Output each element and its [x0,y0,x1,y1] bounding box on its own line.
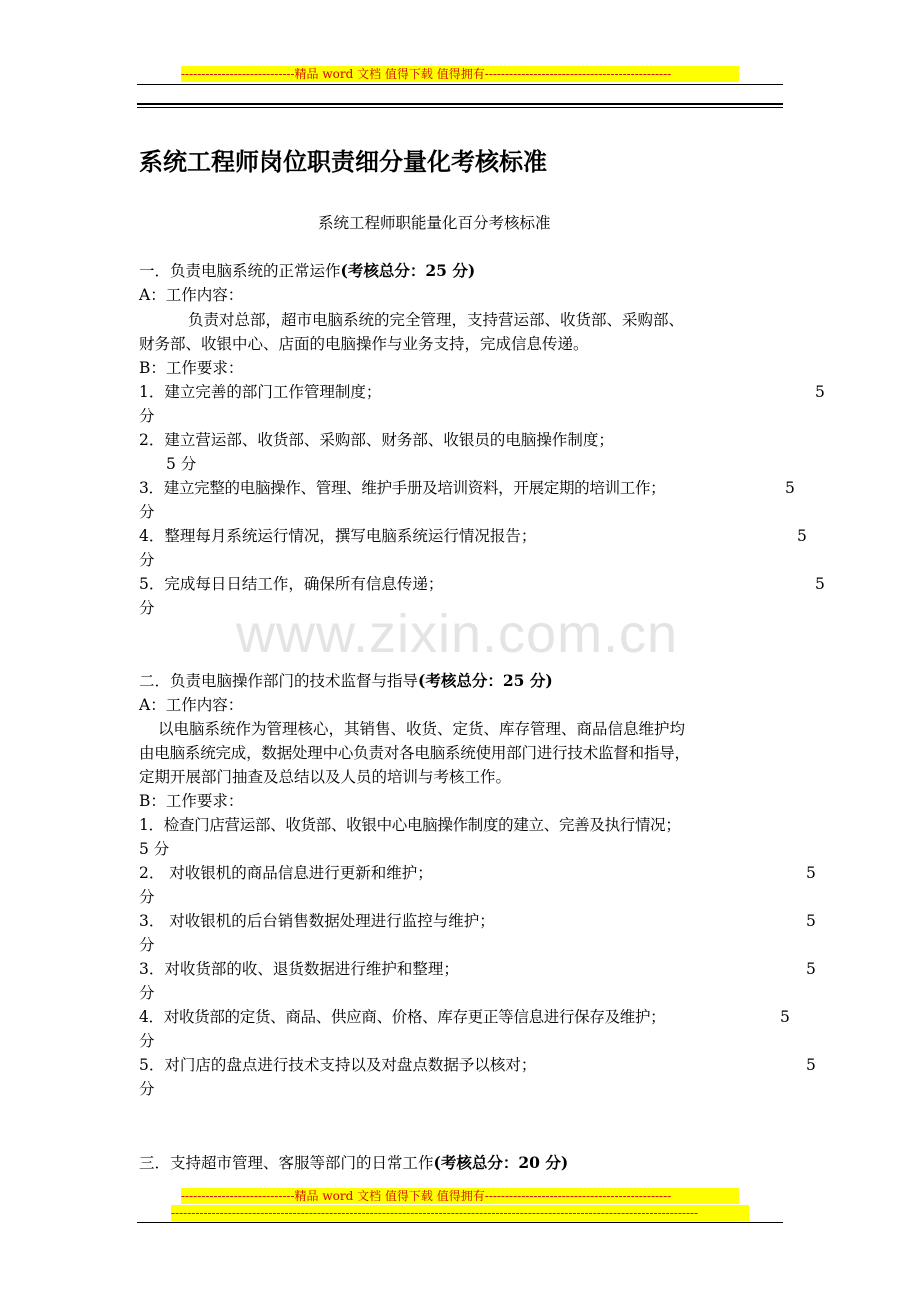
requirement-score: 5 [806,960,816,978]
section-1-score: (考核总分：25 分) [340,261,476,280]
footer-banner: ----------------------------精品 word 文档 值得下载 值得拥有---------------------------------------------- [181,1188,739,1204]
requirement-score: 5 分 [166,455,197,473]
requirement-item: 3．对收货部的收、退货数据进行维护和整理； [139,960,459,978]
section-2-b-label: B：工作要求： [139,792,244,810]
header-rule-2 [137,103,783,105]
requirement-score-unit: 分 [139,407,155,425]
requirement-item: 5．对门店的盘点进行技术支持以及对盘点数据予以核对； [139,1056,537,1074]
section-1-a-line: 财务部、收银中心、店面的电脑操作与业务支持，完成信息传递。 [139,335,589,353]
section-1-heading [139,260,475,282]
section-1-a-line: 负责对总部，超市电脑系统的完全管理，支持营运部、收货部、采购部、 [188,311,685,329]
section-2-a-line: 以电脑系统作为管理核心，其销售、收货、定货、库存管理、商品信息维护均 [158,720,686,738]
requirement-score-unit: 分 [139,984,155,1002]
requirement-item: 1．检查门店营运部、收货部、收银中心电脑操作制度的建立、完善及执行情况； [139,816,681,834]
requirement-item: 3． 对收银机的后台销售数据处理进行监控与维护； [139,912,495,930]
requirement-item: 3．建立完整的电脑操作、管理、维护手册及培训资料，开展定期的培训工作； [139,479,666,497]
requirement-score-unit: 分 [139,936,155,954]
section-2-heading [139,670,553,692]
footer-rule [137,1222,783,1223]
requirement-score-unit: 分 [139,888,155,906]
section-1-heading-text: 一．负责电脑系统的正常运作 [139,262,341,280]
requirement-score-unit: 分 [139,599,155,617]
requirement-score: 5 [806,1056,816,1074]
section-3-score: (考核总分：20 分) [433,1153,569,1172]
watermark: www.zixin.com.cn [236,604,679,664]
section-2-heading-text: 二．负责电脑操作部门的技术监督与指导 [139,672,419,690]
header-rule-1 [137,84,783,85]
requirement-score: 5 [806,864,816,882]
requirement-score: 5 [806,912,816,930]
document-subtitle: 系统工程师职能量化百分考核标准 [318,214,551,232]
requirement-item: 1．建立完善的部门工作管理制度； [139,383,382,401]
section-3-heading-text: 三．支持超市管理、客服等部门的日常工作 [139,1154,434,1172]
section-1-b-label: B：工作要求： [139,359,244,377]
requirement-score-unit: 分 [139,1032,155,1050]
requirement-score: 5 [780,1008,790,1026]
footer-banner-dashes: ---------------------------------------------------------------------------------------------------------------------------------- [171,1205,749,1221]
requirement-item: 5．完成每日日结工作，确保所有信息传递； [139,575,444,593]
document-title: 系统工程师岗位职责细分量化考核标准 [139,148,547,176]
section-2-a-label: A：工作内容： [139,696,244,714]
requirement-score: 5 [797,527,807,545]
requirement-score-unit: 分 [139,503,155,521]
requirement-item: 4．整理每月系统运行情况，撰写电脑系统运行情况报告； [139,527,537,545]
requirement-item: 2．建立营运部、收货部、采购部、财务部、收银员的电脑操作制度； [139,431,614,449]
requirement-score: 5 [785,479,795,497]
requirement-score-unit: 分 [139,551,155,569]
requirement-score-unit: 分 [139,1080,155,1098]
section-1-a-label: A：工作内容： [139,286,244,304]
header-banner: ----------------------------精品 word 文档 值得下载 值得拥有---------------------------------------------- [181,66,739,82]
section-3-heading [139,1152,568,1174]
section-2-a-line: 由电脑系统完成，数据处理中心负责对各电脑系统使用部门进行技术监督和指导， [139,744,690,762]
requirement-score: 5 分 [139,840,170,858]
requirement-item: 4．对收货部的定货、商品、供应商、价格、库存更正等信息进行保存及维护； [139,1008,666,1026]
requirement-item: 2． 对收银机的商品信息进行更新和维护； [139,864,433,882]
requirement-score: 5 [815,383,825,401]
requirement-score: 5 [815,575,825,593]
section-2-score: (考核总分：25 分) [418,671,553,690]
section-2-a-line: 定期开展部门抽查及总结以及人员的培训与考核工作。 [139,768,512,786]
header-rule-3 [137,107,783,108]
